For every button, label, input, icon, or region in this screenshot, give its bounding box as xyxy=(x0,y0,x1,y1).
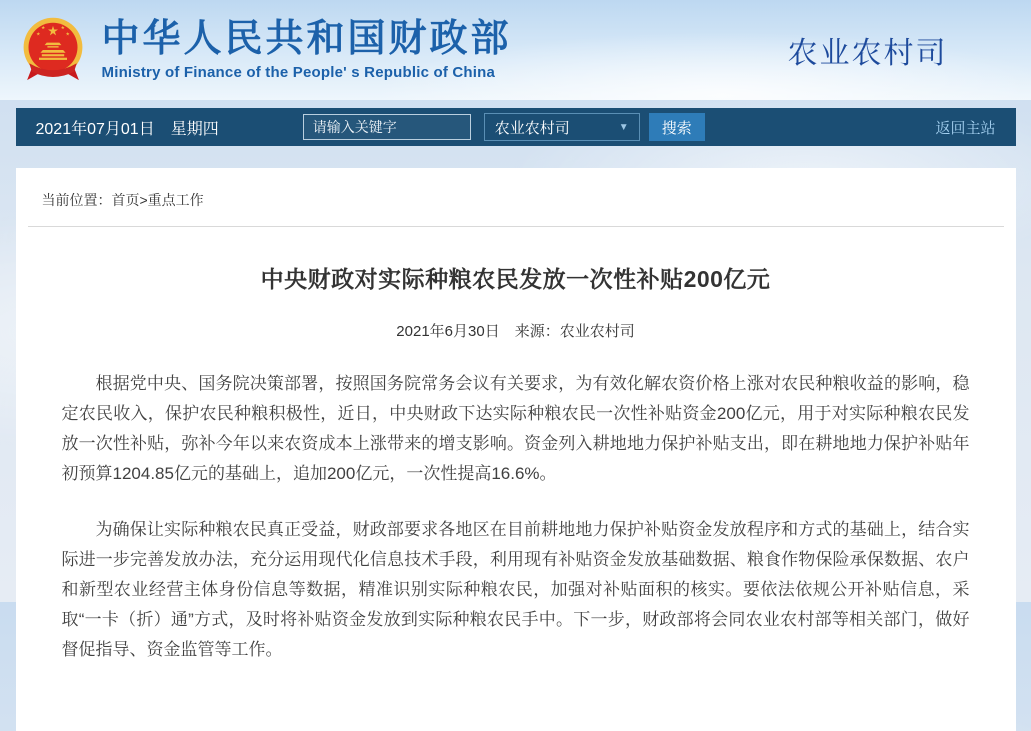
ministry-title-cn: 中华人民共和国财政部 xyxy=(101,18,512,61)
toolbar xyxy=(16,108,1016,146)
site-select-dropdown[interactable] xyxy=(484,113,640,141)
article-title: 中央财政对实际种粮农民发放一次性补贴200亿元 xyxy=(260,266,771,292)
return-home-link[interactable]: 返回主站 xyxy=(935,119,996,137)
article-paragraph: 为确保让实际种粮农民真正受益，财政部要求各地区在目前耕地地力保护补贴资金发放程序和方式的基础上，结合实际进一步完善发放办法，充分运用现代化信息技术手段，利用现有补贴资金发放基础数据、粮食作物保险承保数据、农户和新型农业经营主体身份信息等数据，精准识别实际种粮农民，加强对补贴面积的核实。要依法依规公开补贴信息，采取“一卡（折）通”方式，及时将补贴资金发放到实际种粮农民手中。下一步，财政部将会同农业农村部等相关部门，做好督促指导、资金监管等工作。 xyxy=(61,520,970,659)
site-header xyxy=(0,0,1031,100)
ministry-brand[interactable] xyxy=(18,8,512,92)
ministry-title-en: Ministry of Finance of the People' s Republic of China xyxy=(101,63,496,81)
search-input[interactable] xyxy=(303,114,471,140)
chevron-down-icon: ▼ xyxy=(618,121,629,133)
national-emblem-icon xyxy=(18,8,88,92)
breadcrumb[interactable]: 当前位置：首页>重点工作 xyxy=(41,192,204,208)
article-paragraph: 根据党中央、国务院决策部署，按照国务院常务会议有关要求，为有效化解农资价格上涨对农民种粮收益的影响，稳定农民收入，保护农民种粮积极性，近日，中央财政下达实际种粮农民一次性补贴资金200亿元，用于对实际种粮农民发放一次性补贴，弥补今年以来农资成本上涨带来的增支影响。资金列入耕地地力保护补贴支出，即在耕地地力保护补贴年初预算1204.85亿元的基础上，追加200亿元，一次性提高16.6%。 xyxy=(61,374,970,483)
article-body xyxy=(16,341,1016,665)
article-meta: 2021年6月30日 来源：农业农村司 xyxy=(396,323,635,340)
search-button[interactable]: 搜索 xyxy=(649,113,705,141)
breadcrumb-divider xyxy=(28,226,1004,227)
content-card xyxy=(16,168,1016,731)
current-date: 2021年07月01日 星期四 xyxy=(35,120,219,138)
site-select-value: 农业农村司 xyxy=(494,119,570,137)
department-title: 农业农村司 xyxy=(787,37,948,70)
